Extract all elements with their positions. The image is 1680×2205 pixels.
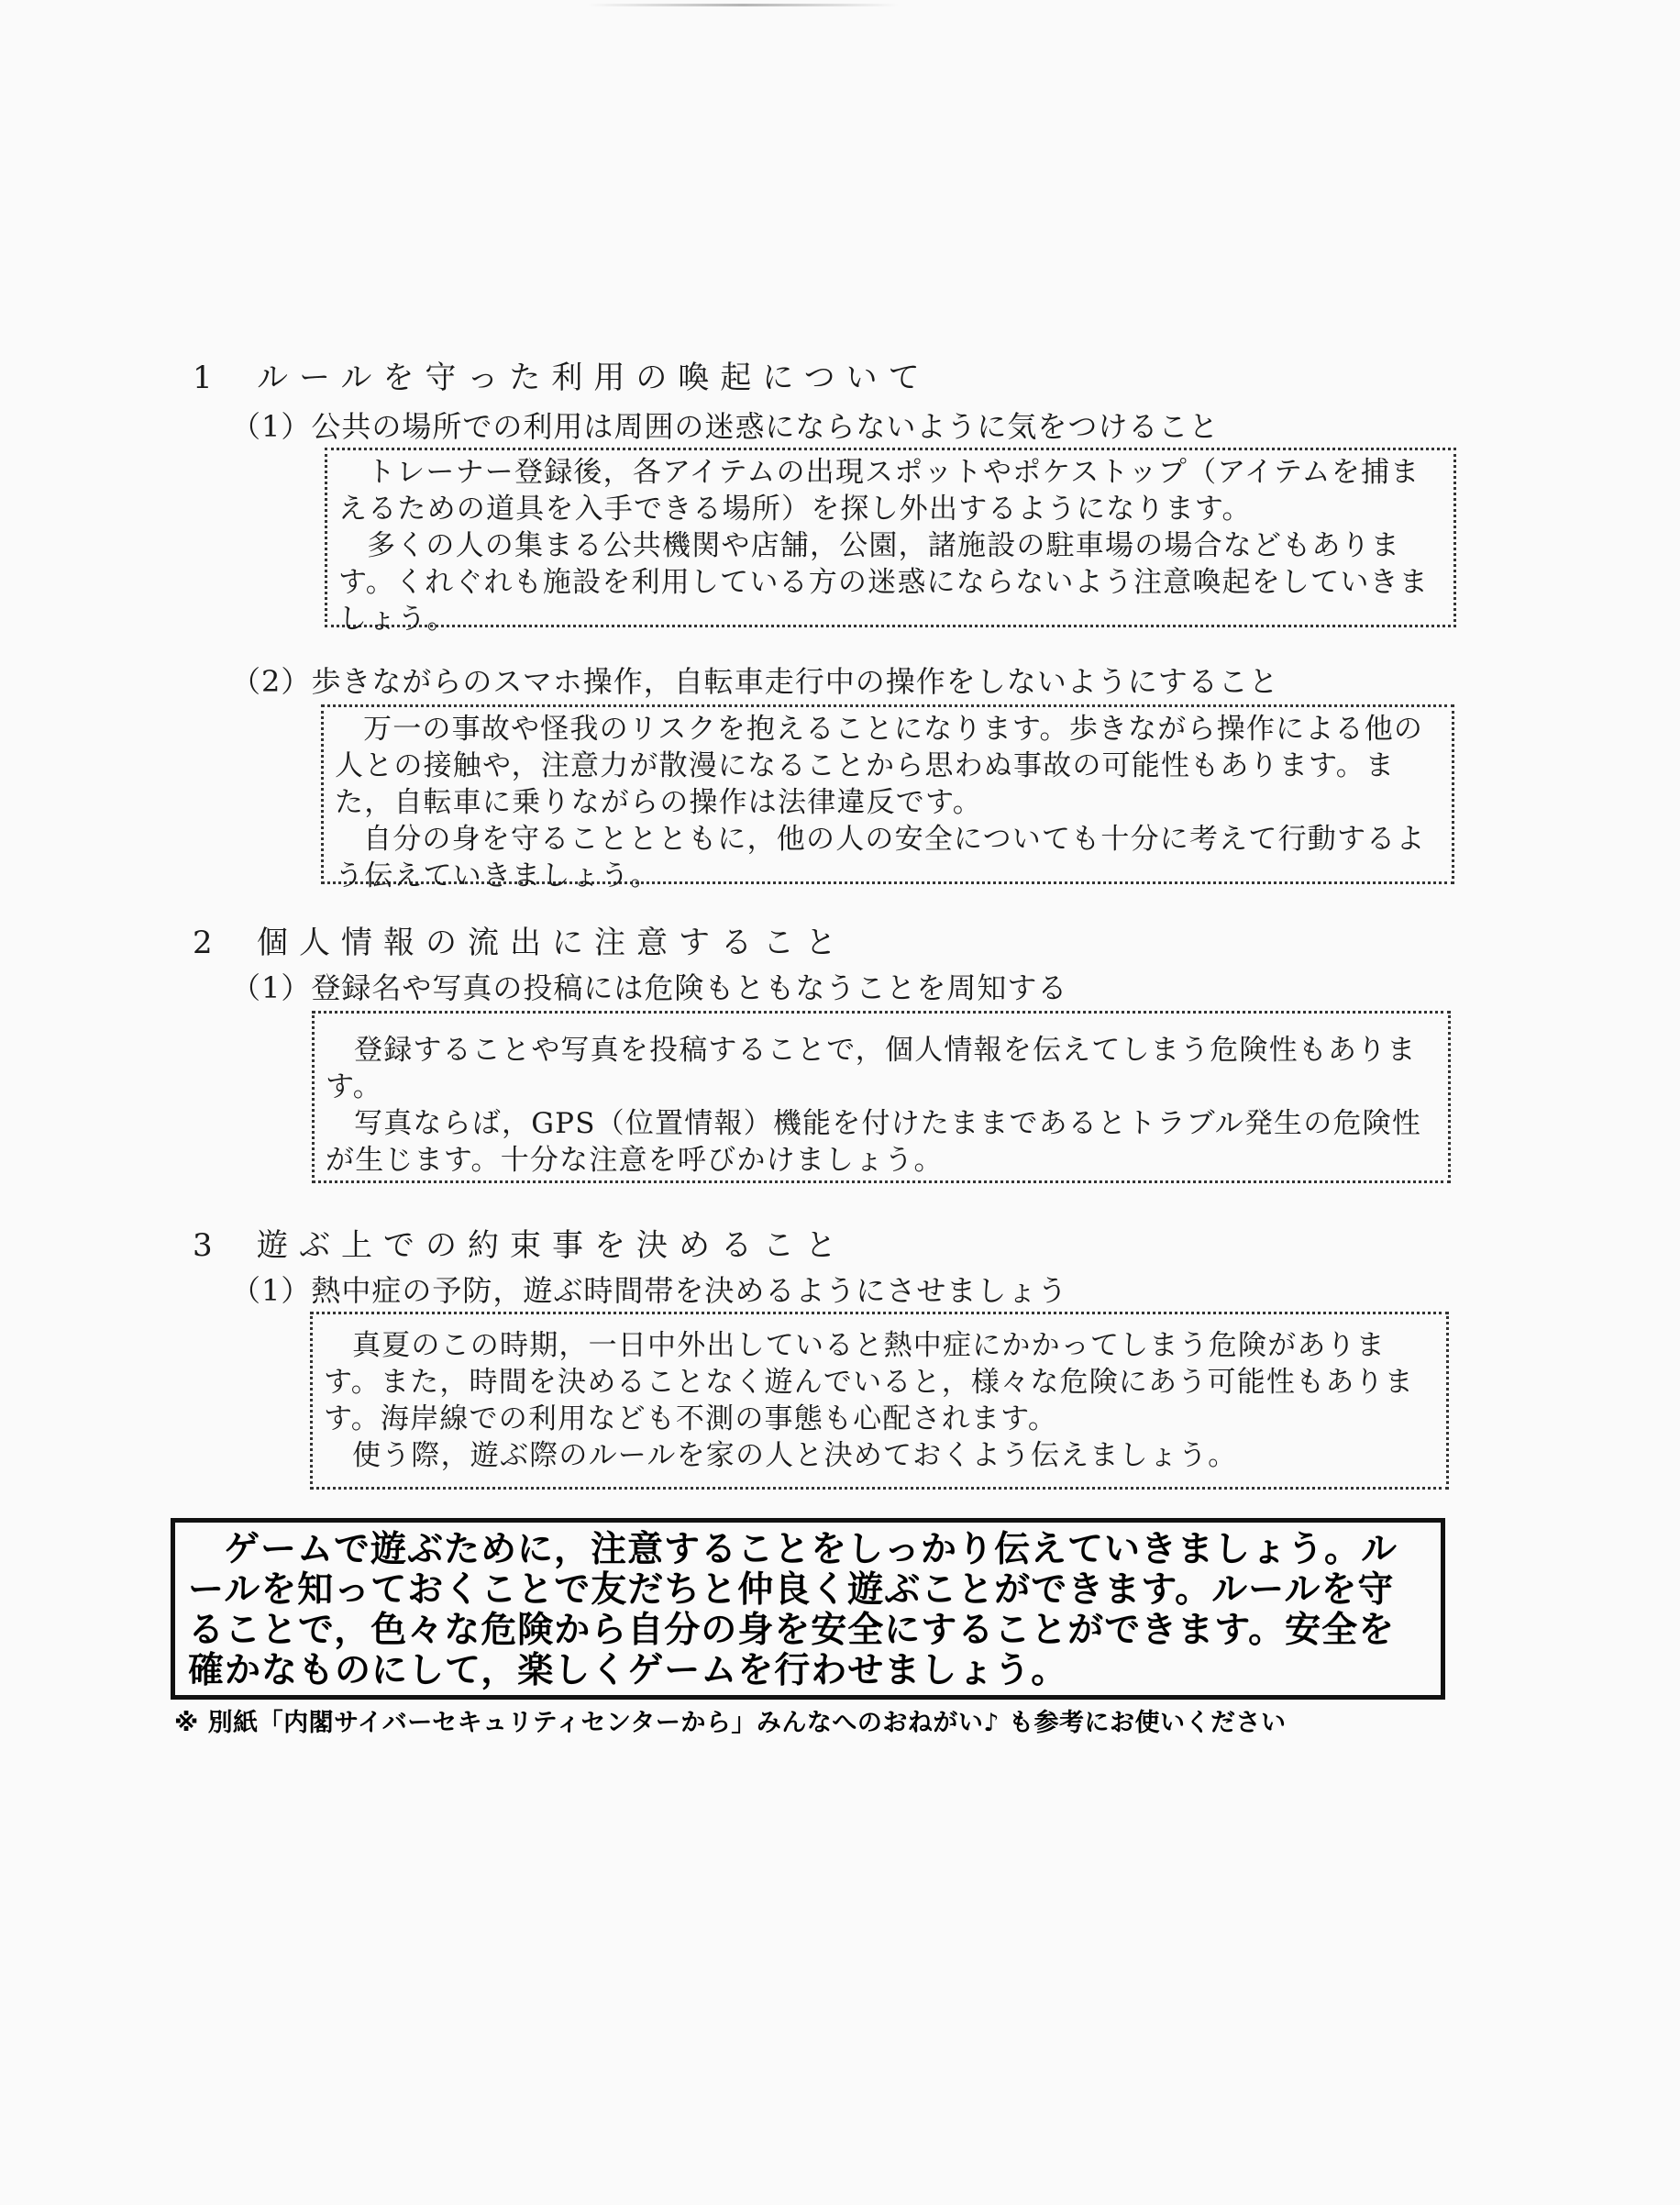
section-2-number: 2: [193, 925, 213, 961]
section-2-heading: [193, 917, 847, 962]
note-box-1-2: [321, 704, 1454, 892]
note-paragraph: 使う際，遊ぶ際のルールを家の人と決めておくよう伝えましょう。: [352, 1439, 1238, 1472]
summary-box: ゲームで遊ぶために，注意することをしっかり伝えていきましょう。ルールを知っておくことで友だちと仲良く遊ぶことができます。ルールを守ることで，色々な危険から自分の身を安全にすることができます。安全を確かなものにして，楽しくゲームを行わせましょう。: [171, 1518, 1445, 1700]
subsection-3-1-heading: （1）熱中症の予防，遊ぶ時間帯を決めるようにさせましょう: [231, 1273, 1068, 1308]
section-3-heading: [193, 1220, 847, 1265]
note-paragraph: トレーナー登録後，各アイテムの出現スポットやポケストップ（アイテムを捕まえるための道具を入手できる場所）を探し外出するようになります。: [338, 456, 1420, 526]
section-3-title: 遊ぶ上での約束事を決めること: [257, 1227, 847, 1264]
note-box-2-1: [312, 1011, 1451, 1183]
note-paragraph: 自分の身を守ることとともに，他の人の安全についても十分に考えて行動するよう伝えていきましょう。: [335, 823, 1426, 892]
note-paragraph: 真夏のこの時期，一日中外出していると熱中症にかかってしまう危険があります。また，時間を決めることなく遊んでいると，様々な危険にあう可能性もあります。海岸線での利用なども不測の事態も心配されます。: [324, 1329, 1414, 1435]
note-box-3-1: [310, 1312, 1449, 1490]
section-3-number: 3: [193, 1227, 213, 1264]
note-paragraph: 登録することや写真を投稿することで，個人情報を伝えてしまう危険性もあります。: [326, 1034, 1417, 1103]
section-1-title: ルールを守った利用の喚起について: [257, 360, 931, 396]
note-paragraph: 万一の事故や怪我のリスクを抱えることになります。歩きながら操作による他の人との接触や，注意力が散漫になることから思わぬ事故の可能性もあります。また，自転車に乗りながらの操作は法律違反です。: [335, 713, 1424, 819]
note-paragraph: 多くの人の集まる公共機関や店舗，公園，諸施設の駐車場の場合などもあります。くれぐれも施設を利用している方の迷惑にならないよう注意喚起をしていきましょう。: [338, 529, 1429, 636]
note-box-1-1: [325, 448, 1456, 636]
scan-artifact: [587, 4, 899, 6]
subsection-2-1-heading: （1）登録名や写真の投稿には危険もともなうことを周知する: [231, 970, 1068, 1005]
footnote: ※ 別紙「内閣サイバーセキュリティセンターから」みんなへのおねがい♪ も参考にお使いください: [174, 1709, 1287, 1737]
section-2-title: 個人情報の流出に注意すること: [257, 925, 847, 961]
note-paragraph: 写真ならば，GPS（位置情報）機能を付けたままであるとトラブル発生の危険性が生じます。十分な注意を呼びかけましょう。: [326, 1107, 1422, 1177]
section-1-heading: [193, 352, 931, 397]
section-1-number: 1: [193, 360, 213, 396]
subsection-1-1-heading: （1）公共の場所での利用は周囲の迷惑にならないように気をつけること: [231, 409, 1220, 444]
subsection-1-2-heading: （2）歩きながらのスマホ操作，自転車走行中の操作をしないようにすること: [231, 664, 1279, 699]
